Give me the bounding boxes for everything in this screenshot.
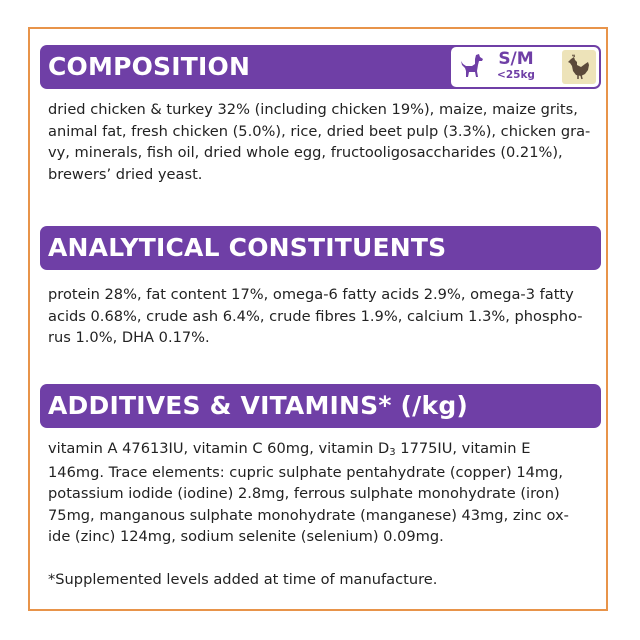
additives-line-1-start: vitamin A 47613IU, vitamin C 60mg, vitamin D [48,440,390,457]
composition-line: dried chicken & turkey 32% (including chicken 19%), maize, maize grits, [48,101,578,118]
additives-line: 146mg. Trace elements: cupric sulphate pentahydrate (copper) 14mg, [48,463,564,481]
protein-icon-box [562,50,596,84]
additives-line-1-end: 1775IU, vitamin E [395,440,531,457]
additives-title: ADDITIVES & VITAMINS* (/kg) [48,391,469,420]
additives-line [48,438,604,462]
composition-banner [40,45,601,89]
analytical-line: protein 28%, fat content 17%, omega-6 fatty acids 2.9%, omega-3 fatty [48,286,574,303]
analytical-line: acids 0.68%, crude ash 6.4%, crude fibres 1.9%, calcium 1.3%, phospho- [48,307,583,325]
weight-label: <25kg [497,69,535,81]
composition-text [48,99,604,185]
composition-line: vy, minerals, fish oil, dried whole egg, fructooligosaccharides (0.21%), [48,144,563,162]
vitamin-d-subscript: 3 [389,447,396,458]
additives-line: ide (zinc) 124mg, sodium selenite (selenium) 0.09mg. [48,528,444,546]
additives-banner [40,384,601,428]
analytical-banner [40,226,601,270]
size-badge [451,47,599,87]
dog-silhouette-icon [459,52,485,82]
additives-line: 75mg, manganous sulphate monohydrate (manganese) 43mg, zinc ox- [48,506,569,524]
additives-text [48,438,604,548]
composition-line: animal fat, fresh chicken (5.0%), rice, dried beet pulp (3.3%), chicken gra- [48,122,591,140]
analytical-line: rus 1.0%, DHA 0.17%. [48,329,210,347]
analytical-title: ANALYTICAL CONSTITUENTS [48,233,447,262]
composition-title: COMPOSITION [48,52,251,81]
footnote [48,569,604,591]
additives-line: potassium iodide (iodine) 2.8mg, ferrous sulphate monohydrate (iron) [48,485,560,503]
size-label: S/M [498,49,534,69]
footnote-text: *Supplemented levels added at time of manufacture. [48,571,438,588]
chicken-icon [565,53,593,81]
analytical-text [48,284,604,349]
composition-line: brewers’ dried yeast. [48,165,203,183]
